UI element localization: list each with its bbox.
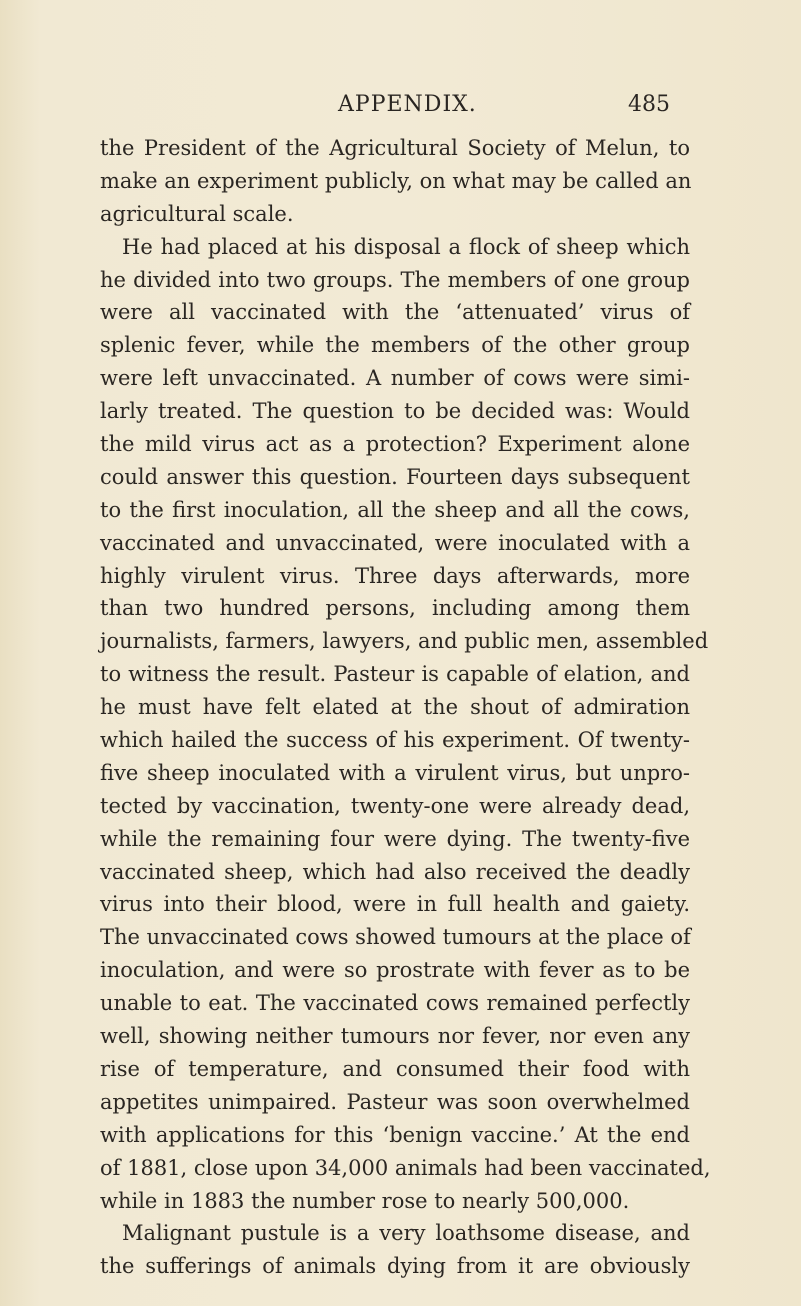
text-line: tected by vaccination, twenty-one were already dead, <box>100 793 690 818</box>
text-line: the President of the Agricultural Society of Melun, to <box>100 136 690 160</box>
text-line: the mild virus act as a protection? Experiment alone <box>100 432 690 457</box>
text-line: splenic fever, while the members of the other group <box>100 333 690 358</box>
text-line: inoculation, and were so prostrate with fever as to be <box>100 958 690 983</box>
text-line: could answer this question. Fourteen days subsequent <box>100 464 690 489</box>
text-line: while the remaining four were dying. The twenty-five <box>100 826 690 851</box>
text-line: The unvaccinated cows showed tumours at the place of <box>100 925 691 950</box>
text-line: vaccinated and unvaccinated, were inoculated with a <box>100 530 690 555</box>
text-line: with applications for this ‘benign vaccine.’ At the end <box>100 1122 690 1147</box>
text-line: were all vaccinated with the ‘attenuated’ virus of <box>100 300 690 325</box>
page-number: 485 <box>628 92 670 117</box>
text-line: vaccinated sheep, which had also received the deadly <box>100 859 690 884</box>
text-line: he divided into two groups. The members of one group <box>100 267 690 292</box>
text-line: larly treated. The question to be decided was: Would <box>100 399 690 424</box>
text-line: Malignant pustule is a very loathsome disease, and <box>122 1221 690 1246</box>
running-head: APPENDIX. <box>338 92 477 117</box>
text-line: the sufferings of animals dying from it are obviously <box>100 1254 690 1279</box>
text-line: appetites unimpaired. Pasteur was soon overwhelmed <box>100 1089 690 1114</box>
text-line: which hailed the success of his experiment. Of twenty- <box>100 728 690 753</box>
page-header <box>0 92 801 122</box>
text-line: virus into their blood, were in full health and gaiety. <box>100 892 690 917</box>
text-line: than two hundred persons, including among them <box>100 596 690 621</box>
text-line: rise of temperature, and consumed their food with <box>100 1056 690 1081</box>
text-line: agricultural scale. <box>100 201 294 226</box>
text-line: He had placed at his disposal a flock of sheep which <box>122 234 690 259</box>
text-line: well, showing neither tumours nor fever, nor even any <box>100 1024 690 1049</box>
text-line: journalists, farmers, lawyers, and public men, assembled <box>100 629 709 654</box>
text-line: highly virulent virus. Three days afterwards, more <box>100 563 690 588</box>
text-line: make an experiment publicly, on what may be called an <box>100 168 692 193</box>
text-line: he must have felt elated at the shout of admiration <box>100 695 690 720</box>
body-text <box>100 132 711 1283</box>
text-line: to the first inoculation, all the sheep and all the cows, <box>100 497 690 522</box>
text-line: unable to eat. The vaccinated cows remained perfectly <box>100 991 690 1016</box>
text-line: of 1881, close upon 34,000 animals had been vaccinated, <box>100 1155 711 1180</box>
text-line: to witness the result. Pasteur is capable of elation, and <box>100 662 690 687</box>
text-line: while in 1883 the number rose to nearly 500,000. <box>100 1188 630 1213</box>
text-line: five sheep inoculated with a virulent virus, but unpro- <box>100 760 690 785</box>
text-line: were left unvaccinated. A number of cows were simi- <box>100 366 690 391</box>
